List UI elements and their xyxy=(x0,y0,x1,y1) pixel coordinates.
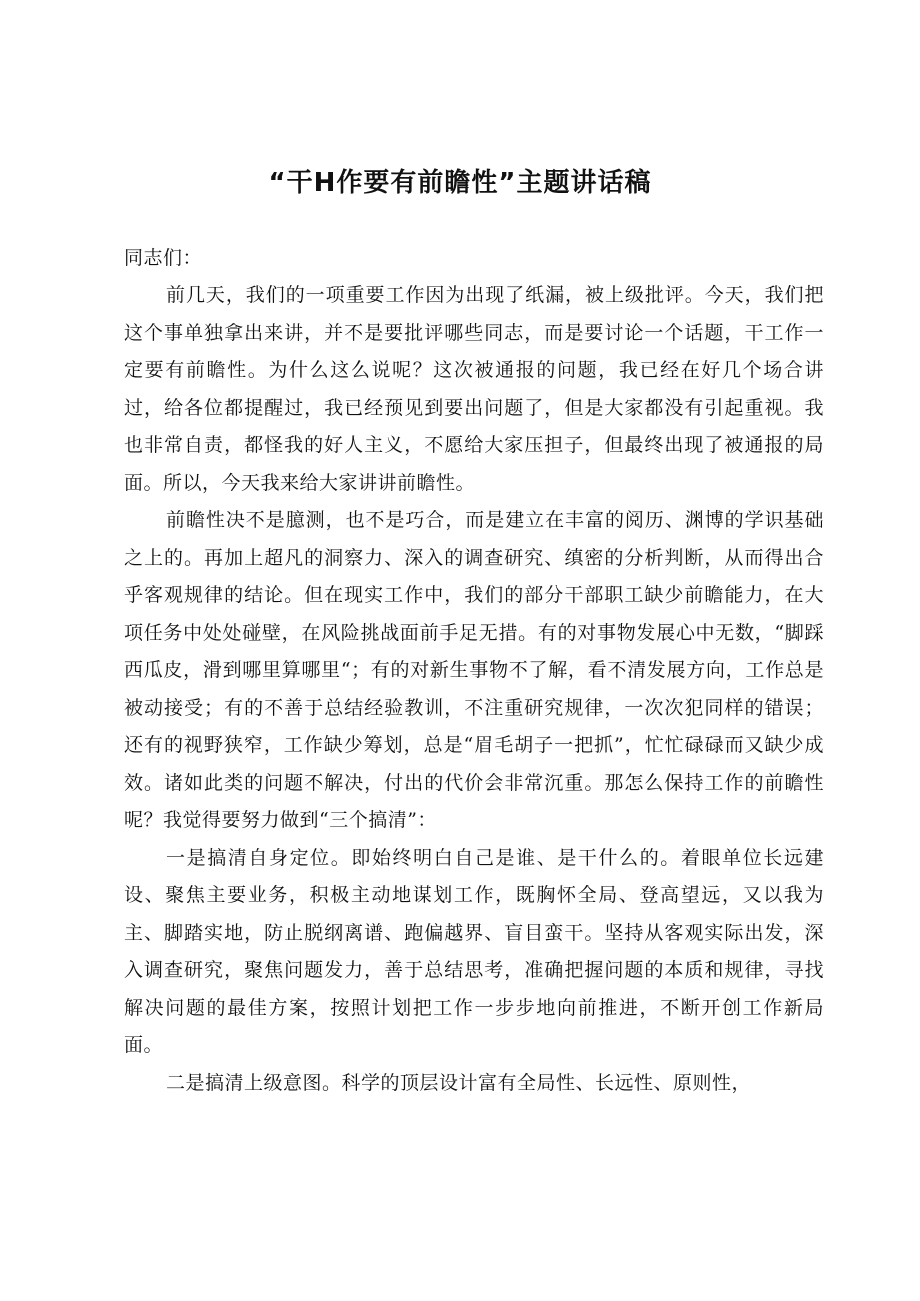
document-body xyxy=(124,240,824,1102)
paragraph-2: 前瞻性决不是臆测，也不是巧合，而是建立在丰富的阅历、渊博的学识基础之上的。再加上超凡的洞察力、深入的调查研究、缜密的分析判断，从而得出合乎客观规律的结论。但在现实工作中，我们的部分干部职工缺少前瞻能力，在大项任务中处处碰壁，在风险挑战面前手足无措。有的对事物发展心中无数，“脚踩西瓜皮，滑到哪里算哪里“；有的对新生事物不了解，看不清发展方向，工作总是被动接受；有的不善于总结经验教训，不注重研究规律，一次次犯同样的错误；还有的视野狭窄，工作缺少筹划，总是“眉毛胡子一把抓”，忙忙碌碌而又缺少成效。诸如此类的问题不解决，付出的代价会非常沉重。那怎么保持工作的前瞻性呢？我觉得要努力做到“三个搞清”： xyxy=(124,509,824,831)
paragraph-4: 二是搞清上级意图。科学的顶层设计富有全局性、长远性、原则性， xyxy=(166,1071,752,1094)
document-title: “干H作要有前瞻性”主题讲话稿 xyxy=(268,168,652,198)
paragraph-3: 一是搞清自身定位。即始终明白自己是谁、是干什么的。着眼单位长远建设、聚焦主要业务，积极主动地谋划工作，既胸怀全局、登高望远，又以我为主、脚踏实地，防止脱纲离谱、跑偏越界、盲目蛮干。坚持从客观实际出发，深入调查研究，聚焦问题发力，善于总结思考，准确把握问题的本质和规律，寻找解决问题的最佳方案，按照计划把工作一步步地向前推进，不断开创工作新局面。 xyxy=(124,846,824,1056)
paragraph-1: 前几天，我们的一项重要工作因为出现了纸漏，被上级批评。今天，我们把这个事单独拿出来讲，并不是要批评哪些同志，而是要讨论一个话题，干工作一定要有前瞻性。为什么这么说呢？这次被通报的问题，我已经在好几个场合讲过，给各位都提醒过，我已经预见到要出问题了，但是大家都没有引起重视。我也非常自责，都怪我的好人主义，不愿给大家压担子，但最终出现了被通报的局面。所以，今天我来给大家讲讲前瞻性。 xyxy=(124,284,824,494)
salutation: 同志们： xyxy=(124,247,203,269)
